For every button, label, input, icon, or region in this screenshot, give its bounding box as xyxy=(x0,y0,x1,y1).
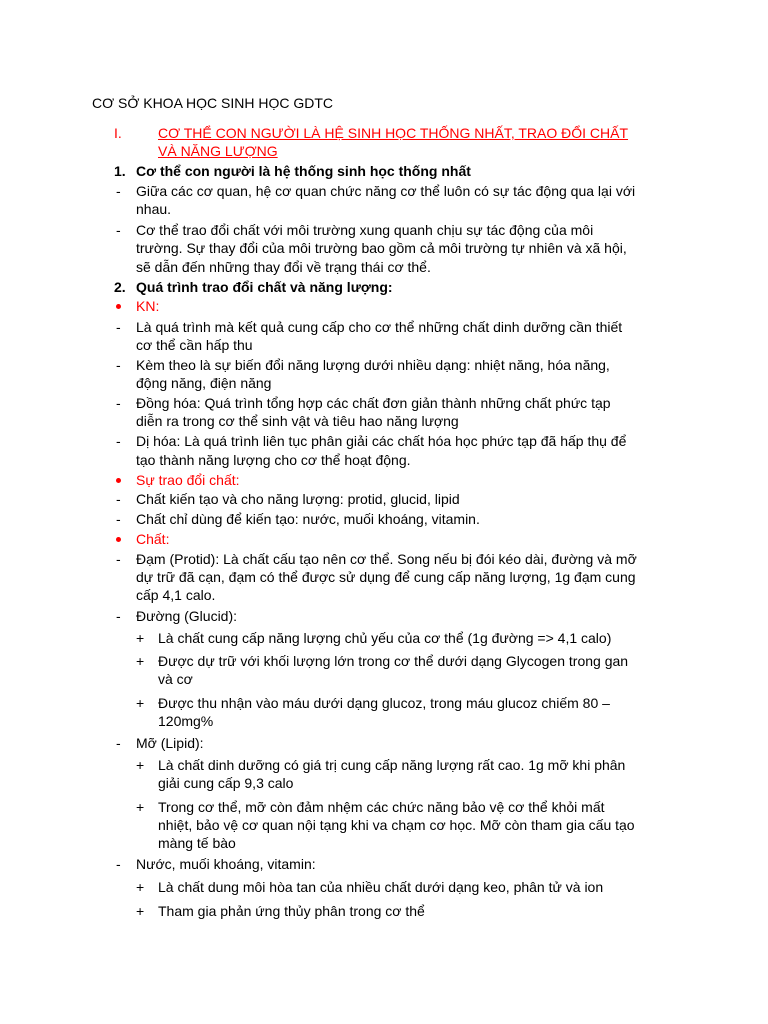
dash-marker: - xyxy=(116,511,121,527)
bullet-icon xyxy=(116,478,121,483)
dash-marker: - xyxy=(116,856,121,872)
subsection-number: 2. xyxy=(114,279,126,295)
plus-marker: + xyxy=(136,695,145,711)
dash-marker: - xyxy=(116,551,121,567)
list-item-text: tạo thành năng lượng cho cơ thể hoạt động. xyxy=(136,452,411,468)
dash-marker: - xyxy=(116,735,121,751)
sub-item-text: Là chất dinh dưỡng có giá trị cung cấp năng lượng rất cao. 1g mỡ khi phân xyxy=(158,757,626,773)
bullet-icon xyxy=(116,537,121,542)
list-item-text: Cơ thể trao đổi chất với môi trường xung quanh chịu sự tác động của môi xyxy=(136,222,594,238)
plus-marker: + xyxy=(136,757,145,773)
sub-item-text: Là chất dung môi hòa tan của nhiều chất dưới dạng keo, phân tử và ion xyxy=(158,879,604,895)
list-item-text: trường. Sự thay đổi của môi trường bao gồm cả môi trường tự nhiên và xã hội, xyxy=(136,240,627,256)
plus-marker: + xyxy=(136,653,145,669)
sub-item-text: và cơ xyxy=(158,671,193,687)
list-item-text: Nước, muối khoáng, vitamin: xyxy=(136,856,316,872)
sub-item-text: nhiệt, bảo vệ cơ quan nội tạng khi va chạm cơ học. Mỡ còn tham gia cấu tạo xyxy=(158,817,635,833)
section-heading-line-2: VÀ NĂNG LƯỢNG xyxy=(158,143,278,159)
list-item-text: Kèm theo là sự biến đổi năng lượng dưới nhiều dạng: nhiệt năng, hóa năng, xyxy=(136,357,610,373)
sub-item-text: Là chất cung cấp năng lượng chủ yếu của cơ thể (1g đường => 4,1 calo) xyxy=(158,630,612,646)
dash-marker: - xyxy=(116,357,121,373)
sub-item-text: Được thu nhận vào máu dưới dạng glucoz, trong máu glucoz chiếm 80 – xyxy=(158,695,610,711)
sub-item-text: Trong cơ thể, mỡ còn đảm nhệm các chức năng bảo vệ cơ thể khỏi mất xyxy=(158,799,605,815)
dash-marker: - xyxy=(116,491,121,507)
list-item-text: Đạm (Protid): Là chất cấu tạo nên cơ thể. Song nếu bị đói kéo dài, đường và mỡ xyxy=(136,551,637,567)
sub-item-text: 120mg% xyxy=(158,713,214,729)
sub-item-text: giải cung cấp 9,3 calo xyxy=(158,775,294,791)
dash-marker: - xyxy=(116,395,121,411)
list-item-text: Chất kiến tạo và cho năng lượng: protid, glucid, lipid xyxy=(136,491,460,507)
bullet-label: Chất: xyxy=(136,531,170,547)
dash-marker: - xyxy=(116,433,121,449)
section-number: I. xyxy=(114,125,122,141)
plus-marker: + xyxy=(136,630,145,646)
document-title: CƠ SỞ KHOA HỌC SINH HỌC GDTC xyxy=(92,95,334,111)
list-item-text: dự trữ đã cạn, đạm có thể được sử dụng để cung cấp năng lượng, 1g đạm cung xyxy=(136,569,636,585)
list-item-text: cơ thể cần hấp thu xyxy=(136,337,253,353)
plus-marker: + xyxy=(136,799,145,815)
list-item-text: Đường (Glucid): xyxy=(136,608,238,624)
subsection-title: Quá trình trao đổi chất và năng lượng: xyxy=(136,279,393,295)
list-item-text: Dị hóa: Là quá trình liên tục phân giải các chất hóa học phức tạp đã hấp thụ để xyxy=(136,433,627,449)
dash-marker: - xyxy=(116,608,121,624)
section-heading-line-1: CƠ THỂ CON NGƯỜI LÀ HỆ SINH HỌC THỐNG NHẤT, TRAO ĐỔI CHẤT xyxy=(158,125,629,141)
list-item-text: diễn ra trong cơ thể sinh vật và tiêu hao năng lượng xyxy=(136,413,459,429)
sub-item-text: Được dự trữ với khối lượng lớn trong cơ thể dưới dạng Glycogen trong gan xyxy=(158,653,629,669)
list-item-text: Là quá trình mà kết quả cung cấp cho cơ thể những chất dinh dưỡng cần thiết xyxy=(136,319,623,335)
list-item-text: Đồng hóa: Quá trình tổng hợp các chất đơn giản thành những chất phức tạp xyxy=(136,395,611,411)
list-item-text: động năng, điện năng xyxy=(136,375,272,391)
bullet-icon xyxy=(116,304,121,309)
list-item-text: cấp 4,1 calo. xyxy=(136,587,216,603)
list-item-text: sẽ dẫn đến những thay đổi về trạng thái cơ thể. xyxy=(136,259,431,275)
list-item-text: nhau. xyxy=(136,201,172,217)
bullet-label: Sự trao đổi chất: xyxy=(136,472,240,488)
dash-marker: - xyxy=(116,222,121,238)
sub-item-text: Tham gia phản ứng thủy phân trong cơ thể xyxy=(158,903,425,919)
plus-marker: + xyxy=(136,903,145,919)
list-item-text: Giữa các cơ quan, hệ cơ quan chức năng cơ thể luôn có sự tác động qua lại với xyxy=(136,183,636,199)
bullet-label: KN: xyxy=(136,298,160,314)
subsection-number: 1. xyxy=(114,163,126,179)
dash-marker: - xyxy=(116,183,121,199)
sub-item-text: màng tế bào xyxy=(158,835,236,851)
dash-marker: - xyxy=(116,319,121,335)
subsection-title: Cơ thể con người là hệ thống sinh học thống nhất xyxy=(136,163,471,179)
list-item-text: Mỡ (Lipid): xyxy=(136,735,204,751)
plus-marker: + xyxy=(136,879,145,895)
list-item-text: Chất chỉ dùng để kiến tạo: nước, muối khoáng, vitamin. xyxy=(136,511,480,527)
